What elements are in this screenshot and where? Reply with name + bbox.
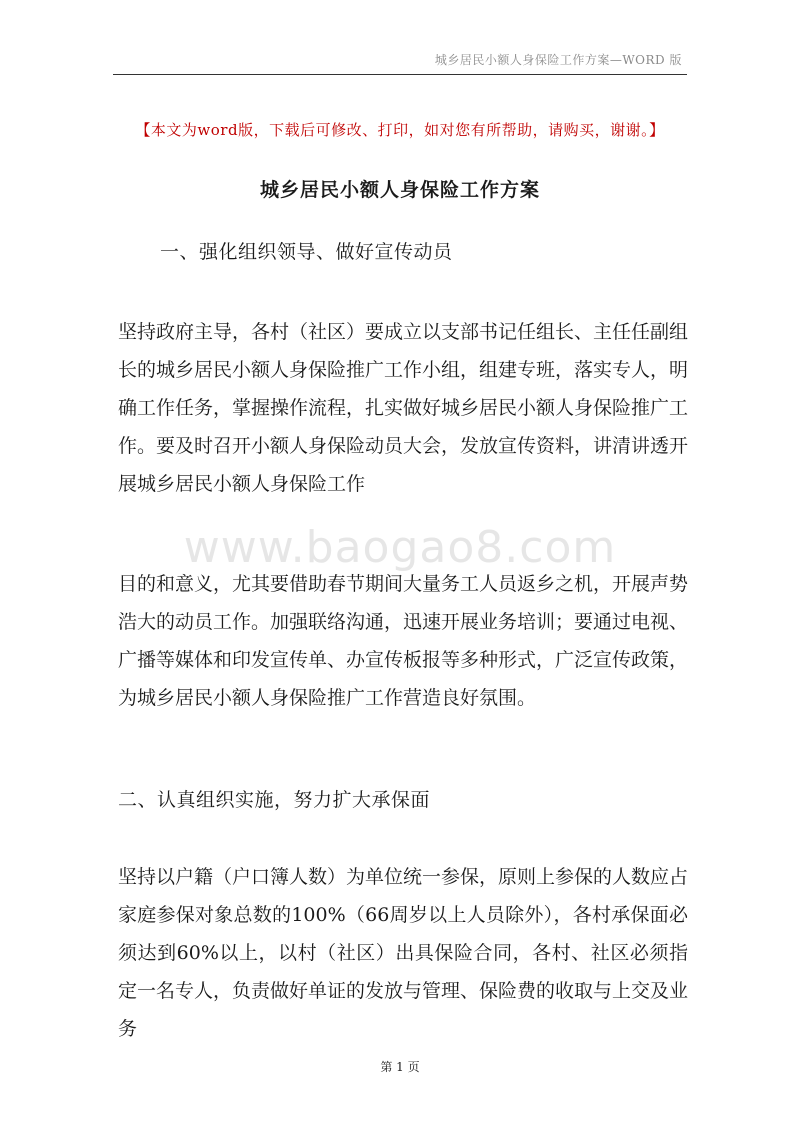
section-2-paragraph-1: 坚持以户籍（户口簿人数）为单位统一参保，原则上参保的人数应占家庭参保对象总数的100%（66周岁以上人员除外），各村承保面必须达到60%以上，以村（社区）出具保险合同，各村、社区必须指定一名专人，负责做好单证的发放与管理、保险费的收取与上交及业务 [118,866,689,1040]
document-title: 城乡居民小额人身保险工作方案 [259,179,540,201]
section-heading-2: 二、认真组织实施，努力扩大承保面 [118,789,431,811]
running-header: 城乡居民小额人身保险工作方案—WORD 版 [434,53,682,67]
watermark: www.baogao8.com [183,522,617,573]
section-1-paragraph-1: 坚持政府主导，各村（社区）要成立以支部书记任组长、主任任副组长的城乡居民小额人身保险推广工作小组，组建专班，落实专人，明确工作任务，掌握操作流程，扎实做好城乡居民小额人身保险推广工作。要及时召开小额人身保险动员大会，发放宣传资料，讲清讲透开展城乡居民小额人身保险工作 [118,321,689,495]
purchase-notice: 【本文为word版，下载后可修改、打印，如对您有所帮助，请购买，谢谢。】 [135,121,665,139]
section-1-paragraph-2: 目的和意义，尤其要借助春节期间大量务工人员返乡之机，开展声势浩大的动员工作。加强联络沟通，迅速开展业务培训；要通过电视、广播等媒体和印发宣传单、办宣传板报等多种形式，广泛宣传政策，为城乡居民小额人身保险推广工作营造良好氛围。 [118,573,689,709]
header-divider [113,74,687,75]
page-number: 第 1 页 [380,1060,420,1074]
section-heading-1: 一、强化组织领导、做好宣传动员 [160,241,453,263]
